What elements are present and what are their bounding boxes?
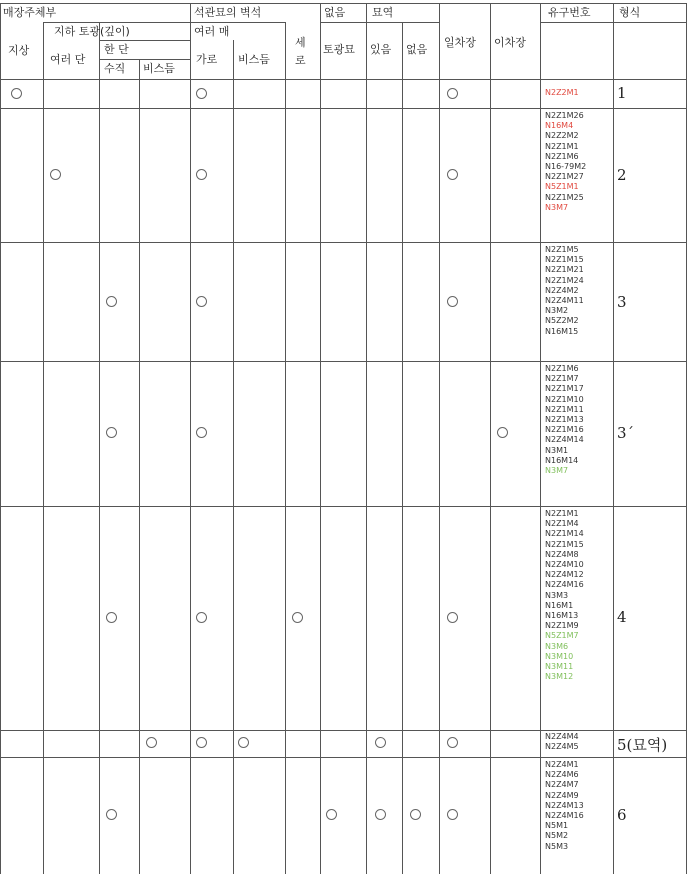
mark-circle [196,612,207,623]
rule-v-secondary [540,3,541,874]
relic-codes-row-6 [545,732,579,752]
header-upright: 세로 [295,36,306,67]
relic-codes-row-5 [545,509,584,682]
relic-code: N2Z1M21 [545,265,584,275]
rule-v-primary [490,3,491,874]
rule-v-codes [613,3,614,874]
header-multi-level: 여러 단 [50,53,86,66]
rule-h-sub1 [43,22,190,23]
mark-circle [447,296,458,307]
rule-row4 [0,506,687,507]
mark-circle [196,169,207,180]
header-surface: 지상 [8,44,30,57]
mark-circle [292,612,303,623]
header-horizontal: 가로 [196,53,218,66]
relic-code: N5Z2M2 [545,316,579,326]
header-no: 없음 [406,43,428,56]
rule-header-bottom [0,79,687,80]
relic-codes-row-7 [545,760,584,852]
relic-code: N2Z2M1 [545,88,579,97]
relic-code: N2Z4M11 [545,296,584,306]
type-label-row-1: 1 [617,84,627,102]
mark-circle [447,88,458,99]
rule-row5 [0,730,687,731]
relic-code: N2Z4M12 [545,570,584,580]
relic-code: N2Z1M13 [545,415,584,425]
header-type: 형식 [619,6,641,19]
mark-circle [447,809,458,820]
type-label-row-2: 2 [617,166,627,184]
header-relic-no: 유구번호 [548,6,591,19]
header-stone-wall: 석관묘의 벽석 [194,6,262,19]
rule-h-sub2 [99,40,190,41]
mark-circle [375,737,386,748]
header-single-level: 한 단 [104,43,129,56]
relic-code: N3M11 [545,662,574,672]
header-wall-slope: 비스듬 [238,53,270,66]
relic-code: N3M1 [545,445,569,455]
type-label-row-4: 3´ [617,424,635,442]
relic-code: N2Z4M1 [545,760,579,769]
relic-code: N2Z1M15 [545,255,584,265]
relic-code: N3M6 [545,641,569,651]
relic-code: N2Z4M16 [545,811,584,821]
relic-code: N2Z4M14 [545,435,584,445]
relic-code: N2Z1M1 [545,509,579,518]
mark-circle [146,737,157,748]
relic-code: N3M7 [545,466,569,476]
relic-code: N2Z1M10 [545,394,584,404]
relic-code: N3M2 [545,306,569,316]
rule-row1 [0,108,687,109]
mark-circle [106,296,117,307]
mark-circle [375,809,386,820]
mark-circle [447,169,458,180]
relic-code: N2Z4M9 [545,790,579,800]
header-underground-pit: 지하 토광(깊이) [54,25,130,38]
relic-code: N2Z4M10 [545,560,584,570]
rule-v-slope [285,22,286,874]
relic-code: N2Z4M16 [545,580,584,590]
relic-code: N5M1 [545,821,569,831]
mark-circle [447,737,458,748]
relic-code: N16M1 [545,600,574,610]
relic-code: N5Z1M1 [545,182,579,192]
header-pit-grave: 토광묘 [323,43,355,56]
relic-codes-row-3 [545,245,584,337]
mark-circle [106,612,117,623]
mark-circle [106,809,117,820]
mark-circle [196,296,207,307]
relic-code: N2Z4M7 [545,780,579,790]
rule-h-sub3 [99,59,190,60]
relic-code: N2Z1M9 [545,621,579,631]
relic-code: N2Z1M15 [545,539,584,549]
header-yes: 있음 [370,43,392,56]
rule-top [0,3,687,4]
relic-code: N16M13 [545,611,579,621]
relic-code: N2Z1M4 [545,519,579,529]
relic-code: N5M2 [545,831,569,841]
relic-code: N16M4 [545,121,574,131]
rule-h-sub1c [320,22,439,23]
relic-code: N2Z4M4 [545,732,579,741]
relic-code: N2Z4M13 [545,800,584,810]
mark-circle [447,612,458,623]
header-slope: 비스듬 [143,62,175,75]
relic-code: N3M3 [545,590,569,600]
relic-codes-row-1 [545,88,579,98]
type-label-row-7: 6 [617,806,627,824]
header-grave-area: 묘역 [372,6,394,19]
relic-code: N2Z1M6 [545,151,579,161]
relic-code: N2Z1M7 [545,374,579,384]
rule-v-no [439,3,440,874]
relic-code: N2Z1M16 [545,425,584,435]
mark-circle [326,809,337,820]
relic-code: N2Z4M6 [545,770,579,780]
rule-v-left [0,3,1,874]
relic-code: N3M10 [545,651,574,661]
rule-v-area [366,3,367,874]
relic-code: N2Z1M17 [545,384,584,394]
relic-code: N16M14 [545,455,579,465]
relic-code: N3M12 [545,672,574,682]
relic-code: N2Z1M14 [545,529,584,539]
mark-circle [238,737,249,748]
relic-code: N2Z4M2 [545,285,579,295]
mark-circle [106,427,117,438]
type-label-row-6: 5(묘역) [617,736,668,754]
relic-code: N2Z1M27 [545,172,584,182]
rule-v-vertical [139,59,140,874]
rule-row3 [0,361,687,362]
rule-v-upright [320,3,321,874]
mark-circle [196,427,207,438]
rule-row6 [0,757,687,758]
relic-code: N2Z1M24 [545,275,584,285]
relic-code: N2Z2M2 [545,131,579,141]
mark-circle [196,88,207,99]
mark-circle [410,809,421,820]
rule-row2 [0,242,687,243]
relic-code: N2Z4M5 [545,742,579,752]
relic-code: N5Z1M7 [545,631,579,641]
header-secondary-burial: 이차장 [494,36,526,49]
rule-v-yes [402,22,403,874]
type-label-row-5: 4 [617,608,627,626]
relic-code: N2Z1M5 [545,245,579,254]
relic-code: N3M7 [545,202,569,212]
rule-v-stone [190,3,191,874]
mark-circle [11,88,22,99]
type-label-row-3: 3 [617,293,627,311]
rule-v-surface [43,22,44,874]
mark-circle [497,427,508,438]
relic-code: N2Z1M26 [545,111,584,120]
header-none: 없음 [324,6,346,19]
rule-h-sub1b [190,22,285,23]
header-burial-main: 매장주체부 [3,6,57,19]
header-multi-slab: 여러 매 [194,25,230,38]
mark-circle [50,169,61,180]
relic-code: N16M15 [545,326,579,336]
rule-v-multi [99,22,100,874]
relic-code: N2Z1M6 [545,364,579,373]
relic-code: N2Z1M11 [545,404,584,414]
relic-code: N2Z1M25 [545,192,584,202]
relic-code: N2Z4M8 [545,549,579,559]
relic-code: N2Z1M1 [545,141,579,151]
mark-circle [196,737,207,748]
relic-codes-row-2 [545,111,586,213]
relic-code: N16-79M2 [545,162,587,172]
header-primary-burial: 일차장 [444,36,476,49]
relic-code: N5M3 [545,841,569,851]
header-vertical: 수직 [104,62,126,75]
relic-codes-row-4 [545,364,584,476]
rule-v-horizontal [233,40,234,874]
